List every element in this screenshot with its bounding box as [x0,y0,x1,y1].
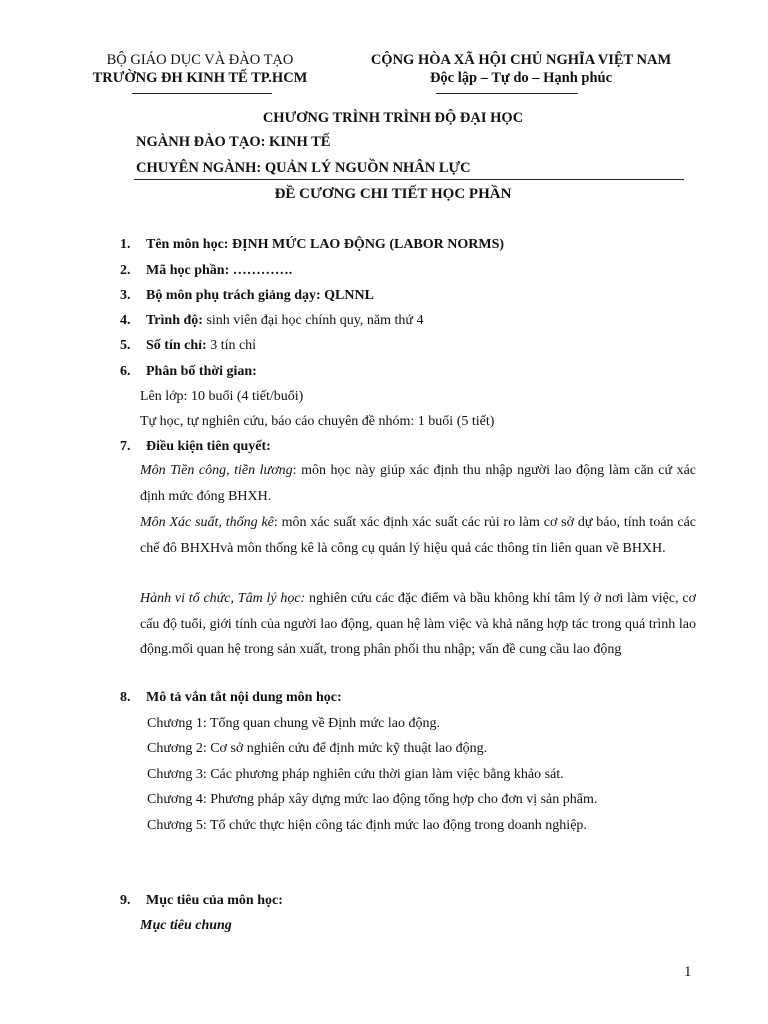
item-label: Mô tả vắn tắt nội dung môn học: [146,690,342,705]
republic-name: CỘNG HÒA XÃ HỘI CHỦ NGHĨA VIỆT NAM [370,52,672,68]
item-number: 2. [120,263,131,278]
prerequisite-salary [140,458,696,509]
item-prerequisites [120,439,271,455]
item-course-name [120,237,504,253]
prerequisite-subject: Môn Tiền công, tiền lương [140,463,293,478]
chapter-item: Chương 1: Tổng quan chung về Định mức lao động. [147,716,440,731]
major-underline [134,179,684,180]
general-objective-heading: Mục tiêu chung [140,918,232,933]
item-label: Điều kiện tiên quyết: [146,439,271,454]
university-name: TRƯỜNG ĐH KINH TẾ TP.HCM [92,70,308,86]
motto-underline [436,93,578,94]
item-course-code [120,263,292,279]
item-label: Bộ môn phụ trách giảng dạy: [146,288,325,303]
item-label: Mục tiêu của môn học: [146,893,283,908]
prerequisite-text: môn xác suất xác định xác suất các rủi ro làm cơ sở dự báo, tính toán các chế đô BHXHvà môn thống kê là công cụ quản lý hiệu quả các thông tin liên quan về BHXH. [140,515,697,556]
item-label: Mã học phần: [146,263,233,278]
item-department [120,288,374,304]
prerequisite-separator: : [273,515,282,530]
item-number: 6. [120,364,131,379]
chapter-item: Chương 4: Phương pháp xây dựng mức lao động tổng hợp cho đơn vị sản phẩm. [147,792,598,807]
item-number: 4. [120,313,131,328]
prerequisite-text: môn học này giúp xác định thu nhập người lao động làm căn cứ xác định mức đóng BHXH. [140,463,697,504]
national-motto: Độc lập – Tự do – Hạnh phúc [429,70,613,86]
item-label: Tên môn học: [146,237,232,252]
item-number: 9. [120,893,131,908]
document-title: ĐỀ CƯƠNG CHI TIẾT HỌC PHẦN [274,186,512,202]
prerequisite-statistics [140,510,696,561]
item-description [120,690,342,706]
item-credits [120,338,256,354]
item-number: 8. [120,690,131,705]
prerequisite-behavior [140,586,696,663]
credits-value: 3 tín chỉ [210,338,257,353]
item-label: Phân bố thời gian: [146,364,257,379]
prerequisite-separator: : [292,463,302,478]
item-label: Số tín chỉ: [146,338,211,353]
self-study-hours: Tự học, tự nghiên cứu, báo cáo chuyên đề nhóm: 1 buổi (5 tiết) [140,414,495,429]
prerequisite-text: nghiên cứu các đặc điểm và bầu không khí tâm lý ở nơi làm việc, cơ cấu độ tuổi, giới tính của người lao động, quan hệ làm việc và khả năng hợp tác trong quá trình lao động.mối quan hệ trong sản xuất, trong phân phối thu nhập; vấn đề cung cầu lao động [140,591,697,657]
course-name-value: ĐỊNH MỨC LAO ĐỘNG (LABOR NORMS) [231,237,505,252]
ministry-name: BỘ GIÁO DỤC VÀ ĐÀO TẠO [106,52,294,68]
level-value: sinh viên đại học chính quy, năm thứ 4 [206,313,424,328]
page-number: 1 [684,964,692,980]
item-label: Trình độ: [146,313,207,328]
item-number: 1. [120,237,131,252]
program-major: CHUYÊN NGÀNH: QUẢN LÝ NGUỒN NHÂN LỰC [136,160,471,176]
chapter-item: Chương 5: Tổ chức thực hiện công tác định mức lao động trong doanh nghiệp. [147,818,587,833]
program-level: CHƯƠNG TRÌNH TRÌNH ĐỘ ĐẠI HỌC [262,110,524,126]
department-value: QLNNL [324,288,374,303]
item-time-allocation [120,364,257,380]
item-number: 7. [120,439,131,454]
prerequisite-subject: Môn Xác suất, thống kê [140,515,274,530]
lecture-hours: Lên lớp: 10 buổi (4 tiết/buổi) [140,389,304,404]
prerequisite-subject: Hành vi tổ chức, Tâm lý học: [140,591,306,606]
item-level [120,313,423,329]
chapter-item: Chương 3: Các phương pháp nghiên cứu thời gian làm việc bằng khảo sát. [147,767,564,782]
item-number: 5. [120,338,131,353]
course-code-value: …………. [232,263,293,278]
chapter-item: Chương 2: Cơ sở nghiên cứu để định mức kỹ thuật lao động. [147,741,488,756]
university-underline [132,93,272,94]
program-field: NGÀNH ĐÀO TẠO: KINH TẾ [136,134,331,150]
item-number: 3. [120,288,131,303]
item-objectives [120,893,283,909]
